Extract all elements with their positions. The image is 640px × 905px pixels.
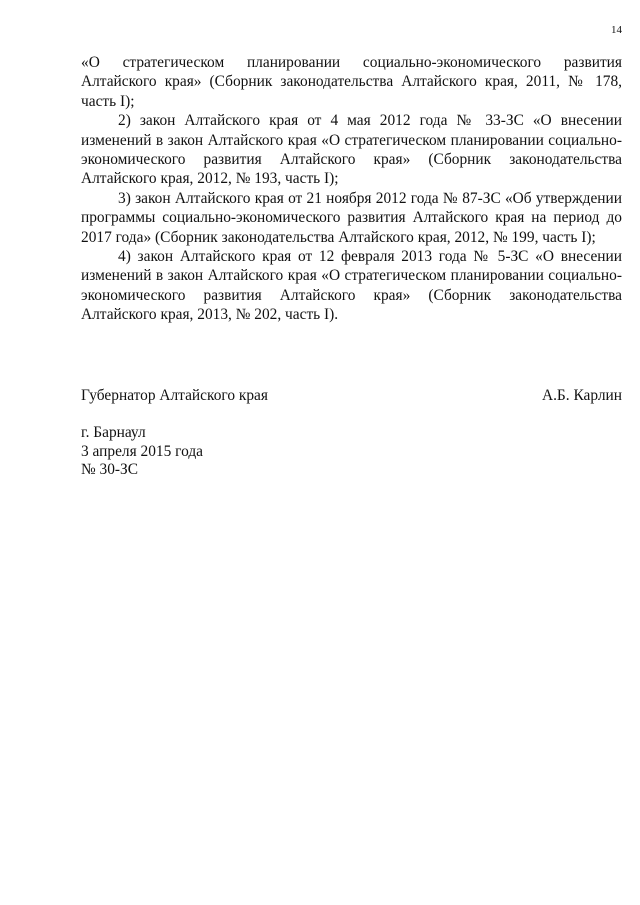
signatory-name: А.Б. Карлин: [541, 387, 622, 404]
page-number: 14: [611, 24, 622, 36]
paragraph-continuation: «О стратегическом планировании социально-экономического развития Алтайского края» (Сборник законодательства Алтайского края, 2011, № 178, часть I);: [81, 54, 622, 110]
document-body: [81, 53, 622, 325]
law-number-line: № 30-ЗС: [81, 461, 139, 479]
paragraph-item-4: 4) закон Алтайского края от 12 февраля 2013 года № 5-ЗС «О внесении изменений в закон Алтайского края «О стратегическом планировании социально-экономического развития Алтайского края» (Сборник законодательства Алтайского края, 2013, № 202, часть I).: [81, 248, 622, 324]
date-line: 3 апреля 2015 года: [81, 442, 204, 460]
signatory-position: Губернатор Алтайского края: [81, 387, 268, 404]
place-date-block: [81, 424, 203, 480]
paragraph-item-2: 2) закон Алтайского края от 4 мая 2012 года № 33-ЗС «О внесении изменений в закон Алтайского края «О стратегическом планировании социально-экономического развития Алтайского края» (Сборник законодательства Алтайского края, 2012, № 193, часть I);: [81, 112, 622, 188]
signature-block: [81, 386, 622, 405]
city-line: г. Барнаул: [81, 424, 146, 441]
paragraph-item-3: 3) закон Алтайского края от 21 ноября 2012 года № 87-ЗС «Об утверждении программы социально-экономического развития Алтайского края на период до 2017 года» (Сборник законодательства Алтайского края, 2012, № 199, часть I);: [81, 189, 622, 246]
